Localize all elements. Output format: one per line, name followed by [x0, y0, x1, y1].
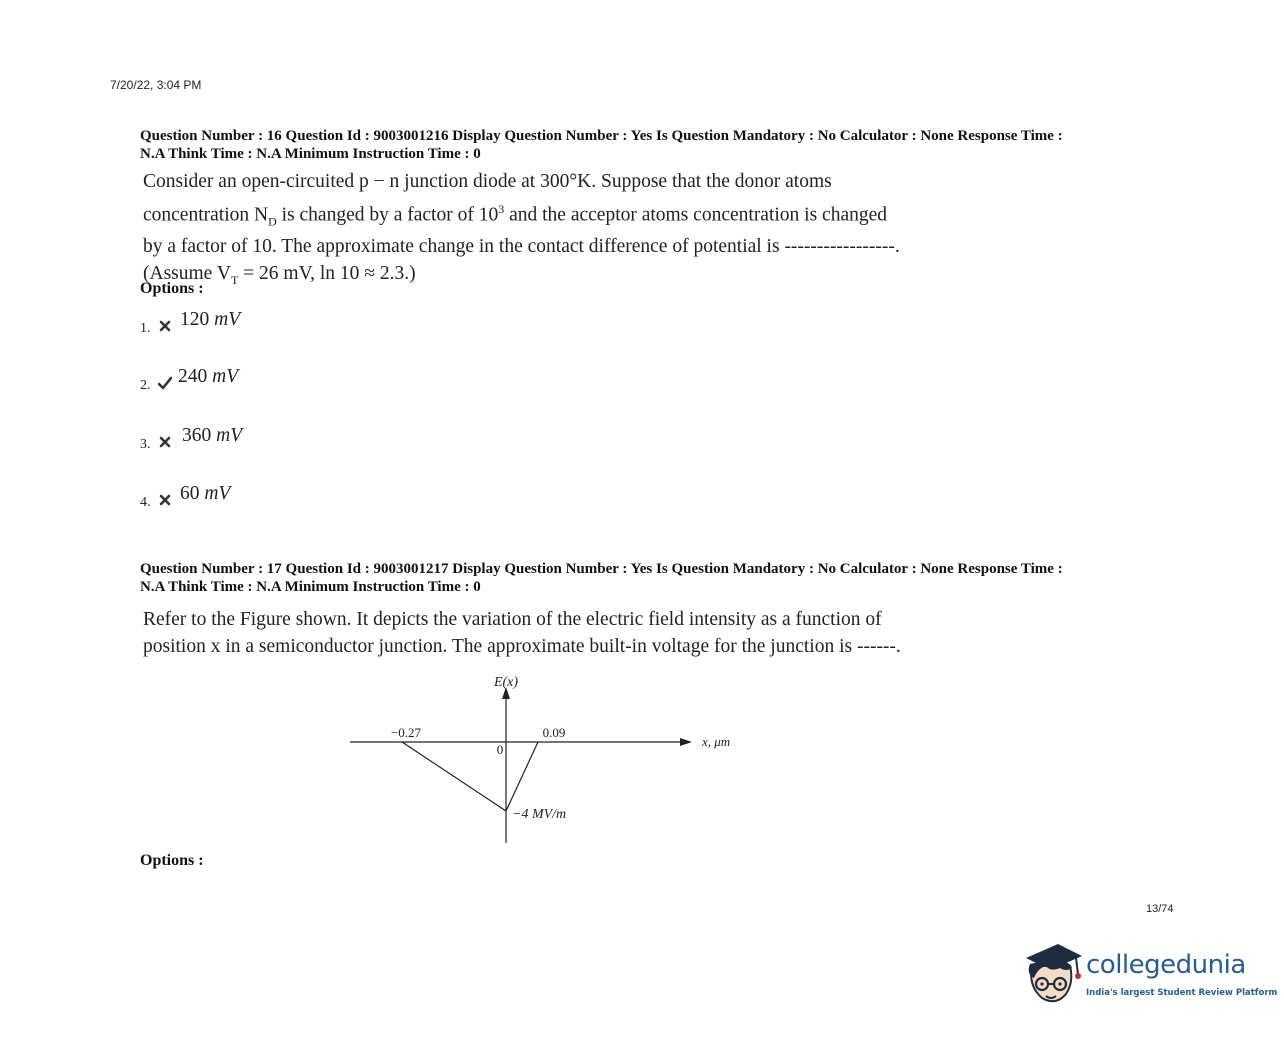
q17-text-line2: position x in a semiconductor junction. The approximate built-in voltage for the junction is ------. — [143, 635, 901, 657]
q16-sub-t: T — [230, 272, 239, 287]
q16-meta — [140, 127, 1180, 163]
mascot-icon — [1020, 938, 1084, 1010]
option-number: 3. — [140, 437, 151, 452]
q16-text-line3: by a factor of 10. The approximate change in the contact difference of potential is -----------------. — [143, 236, 900, 258]
y-axis-label: E(x) — [493, 675, 519, 690]
brand-name: collegedunia — [1086, 950, 1246, 980]
option-text: 120 mV — [180, 309, 241, 330]
q16-text-frag-a: concentration N — [143, 204, 269, 225]
left-point-label: −0.27 — [390, 725, 422, 740]
option-text: 360 mV — [182, 425, 243, 446]
q17-text-line1: Refer to the Figure shown. It depicts the variation of the electric field intensity as a function of — [143, 609, 882, 630]
q16-text-line2 — [143, 196, 963, 235]
min-field-label: −4 MV/m — [512, 807, 567, 822]
brand-tagline: India's largest Student Review Platform — [1086, 988, 1278, 998]
q16-sub-d: D — [268, 213, 277, 228]
q16-text-line1: Consider an open-circuited p − n junction diode at 300°K. Suppose that the donor atoms — [143, 171, 832, 192]
option-number: 1. — [140, 321, 151, 336]
origin-label: 0 — [496, 742, 504, 757]
q16-options-label: Options : — [140, 280, 204, 297]
cross-icon — [158, 319, 172, 333]
q17-meta-line2: N.A Think Time : N.A Minimum Instruction Time : 0 — [140, 579, 481, 595]
q16-question-text — [143, 169, 963, 293]
option-number: 2. — [140, 378, 151, 393]
q16-text-frag-e: = 26 mV, ln 10 ≈ 2.3.) — [243, 262, 416, 284]
x-axis-arrow-icon — [680, 738, 692, 746]
option-text: 60 mV — [180, 483, 231, 504]
electric-field-diagram — [340, 665, 760, 850]
q16-text-frag-d: (Assume V — [143, 262, 231, 284]
x-axis-label: x, μm — [702, 734, 731, 749]
right-point-label: 0.09 — [542, 725, 566, 740]
collegedunia-logo[interactable] — [1020, 936, 1278, 1012]
q16-text-line4 — [143, 261, 963, 293]
q17-options-label: Options : — [140, 852, 204, 869]
option-number: 4. — [140, 495, 151, 510]
q16-sup-3: 3 — [498, 201, 505, 216]
q17-meta — [140, 560, 1180, 596]
print-timestamp: 7/20/22, 3:04 PM — [110, 78, 202, 92]
q16-text-frag-b: is changed by a factor of 10 — [281, 204, 499, 225]
checkmark-icon — [158, 376, 172, 390]
q16-meta-line1: Question Number : 16 Question Id : 9003001216 Display Question Number : Yes Is Question Mandatory : No Calculator : None Response Time : — [140, 128, 1063, 144]
q17-question-text — [143, 607, 963, 660]
page-number: 13/74 — [1146, 903, 1174, 915]
field-profile-line — [402, 742, 538, 811]
cross-icon — [158, 493, 172, 507]
cross-icon — [158, 435, 172, 449]
q17-meta-line1: Question Number : 17 Question Id : 9003001217 Display Question Number : Yes Is Question Mandatory : No Calculator : None Response Time : — [140, 561, 1063, 577]
q16-text-frag-c: and the acceptor atoms concentration is changed — [509, 204, 888, 225]
option-text: 240 mV — [178, 366, 239, 387]
q16-meta-line2: N.A Think Time : N.A Minimum Instruction Time : 0 — [140, 146, 481, 162]
